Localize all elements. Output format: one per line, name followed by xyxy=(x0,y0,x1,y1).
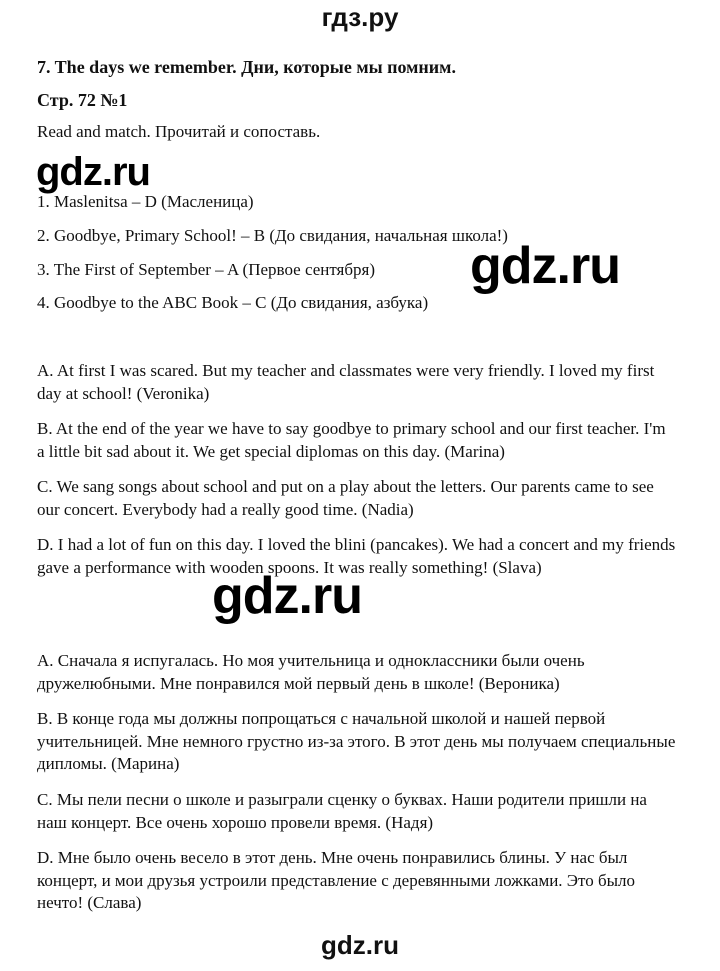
english-text-b: B. At the end of the year we have to say goodbye to primary school and our first teacher. I'm a little bit sad about it. We get special diplomas on this day. (Marina) xyxy=(37,419,666,461)
watermark-inline: gdz.ru xyxy=(36,150,150,194)
page-reference: Стр. 72 №1 xyxy=(37,90,128,110)
match-answer: 3. The First of September – A (Первое сентября) xyxy=(37,260,376,279)
instruction: Read and match. Прочитай и сопоставь. xyxy=(37,122,321,141)
russian-text-c: C. Мы пели песни о школе и разыграли сценку о буквах. Наши родители пришли на наш концерт. Все очень хорошо провели время. (Надя) xyxy=(37,790,647,832)
english-text-d: D. I had a lot of fun on this day. I loved the blini (pancakes). We had a concert and my friends gave a performance with wooden spoons. It was really something! (Slava) xyxy=(37,535,676,577)
english-text-c: C. We sang songs about school and put on a play about the letters. Our parents came to see our concert. Everybody had a really good time. (Nadia) xyxy=(37,477,654,519)
russian-text-d: D. Мне было очень весело в этот день. Мне очень понравились блины. У нас был концерт, и мои друзья устроили представление с деревянными ложками. Это было нечто! (Слава) xyxy=(37,848,636,912)
english-text-a: A. At first I was scared. But my teacher and classmates were very friendly. I loved my first day at school! (Veronika) xyxy=(37,361,655,403)
watermark-top: гдз.ру xyxy=(321,2,399,32)
watermark-inline: gdz.ru xyxy=(470,237,620,295)
russian-text-b: B. В конце года мы должны попрощаться с начальной школой и нашей первой учительницей. Мне немного грустно из-за этого. В этот день мы получаем специальные дипломы. (Марина) xyxy=(37,709,676,773)
match-answer: 1. Maslenitsa – D (Масленица) xyxy=(37,192,254,211)
russian-text-a: A. Сначала я испугалась. Но моя учительница и одноклассники были очень дружелюбными. Мне понравился мой первый день в школе! (Вероника) xyxy=(37,651,585,693)
match-answer: 4. Goodbye to the ABC Book – C (До свидания, азбука) xyxy=(37,293,429,312)
section-title: 7. The days we remember. Дни, которые мы помним. xyxy=(37,57,456,77)
match-answer: 2. Goodbye, Primary School! – B (До свидания, начальная школа!) xyxy=(37,226,508,245)
watermark-inline: gdz.ru xyxy=(212,567,362,625)
watermark-bottom: gdz.ru xyxy=(321,930,399,960)
